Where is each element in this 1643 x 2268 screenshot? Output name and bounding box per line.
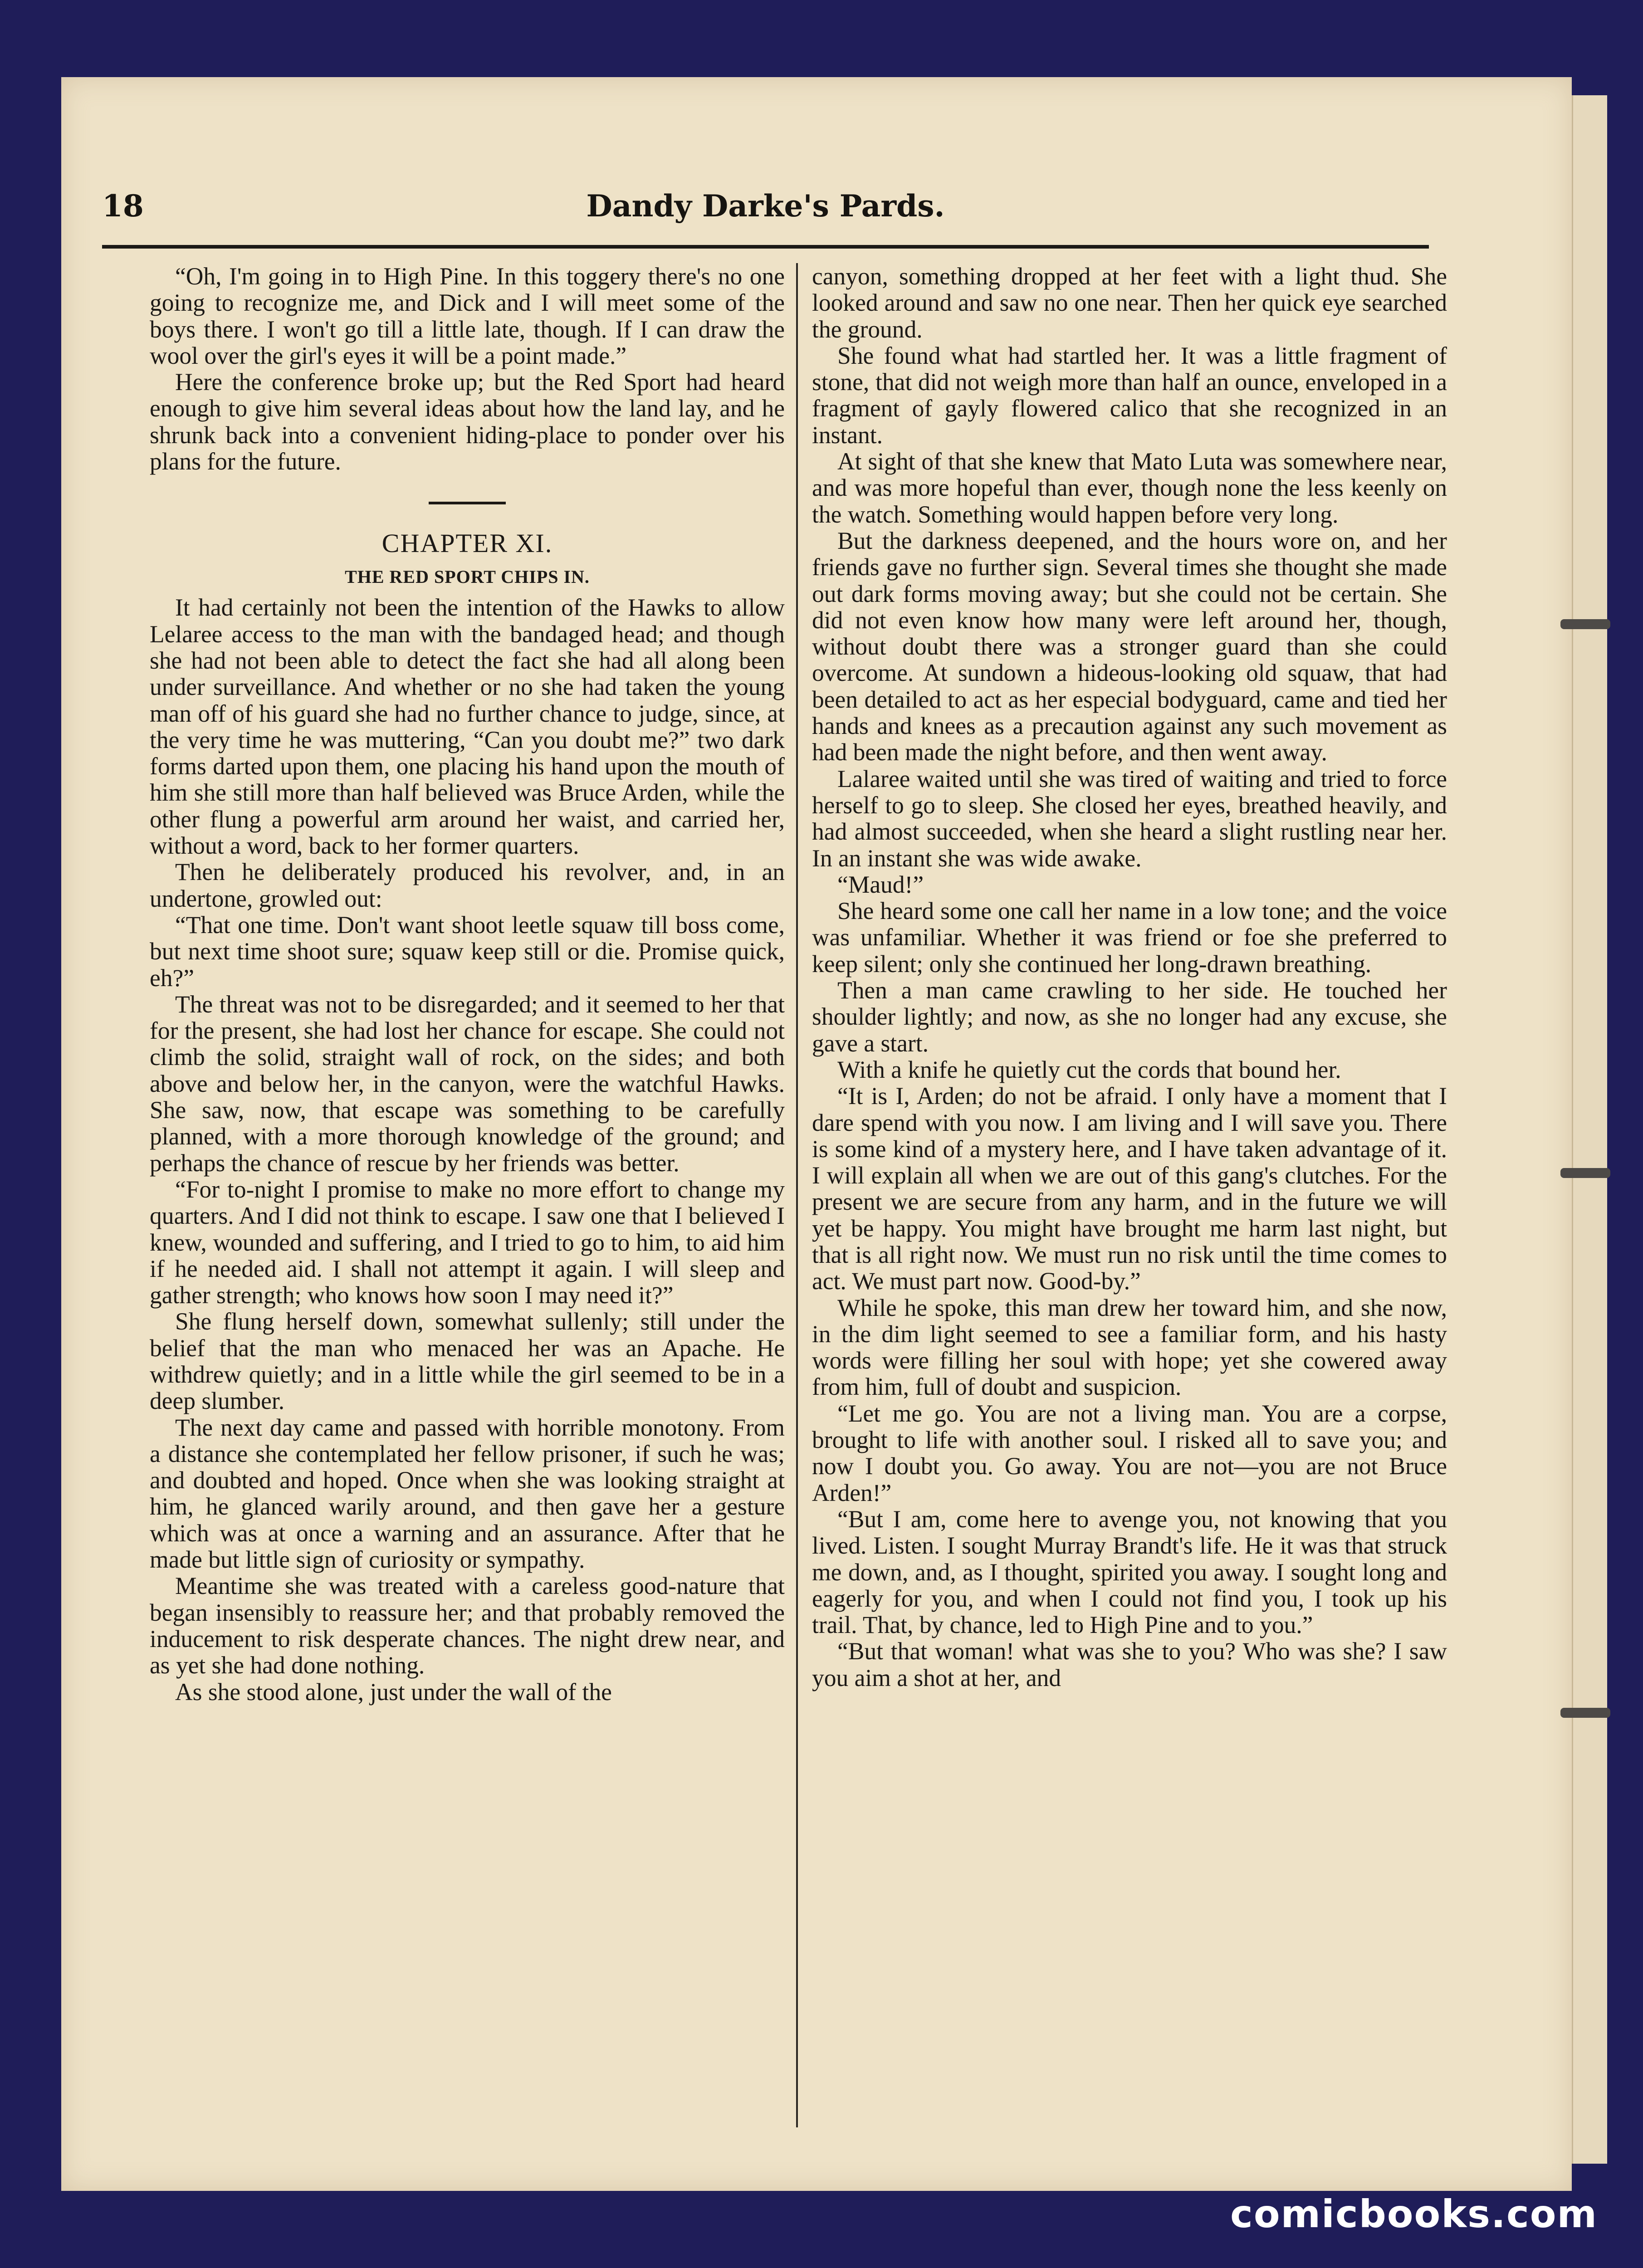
- binding-staple: [1560, 619, 1610, 629]
- paragraph: Then he deliberately produced his revolver, and, in an undertone, growled out:: [150, 858, 785, 912]
- next-page-edge: [1572, 95, 1607, 2164]
- paragraph: It had certainly not been the intention of the Hawks to allow Lelaree access to the man with the bandaged head; and though she had not been able to detect the fact she had all along been under surveillance. And whether or no she had taken the young man off of his guard she had no further chance to judge, since, at the very time he was muttering, “Can you doubt me?” two dark forms darted upon them, one placing his hand upon the mouth of him she still more than half believed was Bruce Arden, while the other flung a powerful arm around her waist, and carried her, without a word, back to her former quarters.: [150, 594, 785, 860]
- chapter-heading: CHAPTER XI.: [381, 528, 553, 558]
- paragraph: “For to-night I promise to make no more effort to change my quarters. And I did not think to escape. I saw one that I believed I knew, wounded and suffering, and I tried to go to him, to aid him if he needed aid. I shall not attempt it again. I will sleep and gather strength; who knows how soon I may need it?”: [150, 1175, 785, 1309]
- paragraph: canyon, something dropped at her feet with a light thud. She looked around and saw no one near. Then her quick eye searched the ground.: [812, 263, 1447, 343]
- paragraph: At sight of that she knew that Mato Luta was somewhere near, and was more hopeful than ever, though none the less keenly on the watch. Something would happen before very long.: [812, 448, 1447, 528]
- column-divider: [796, 263, 798, 2127]
- binding-staple: [1560, 1708, 1610, 1718]
- paragraph: “Oh, I'm going in to High Pine. In this toggery there's no one going to recognize me, and Dick and I will meet some of the boys there. I won't go till a little late, though. If I can draw the wool over the girl's eyes it will be a point made.”: [150, 263, 785, 369]
- paragraph: But the darkness deepened, and the hours wore on, and her friends gave no further sign. Several times she thought she made out dark forms moving away; but she could not be certain. She did not even know how many were left around her, though, without doubt there was a stronger guard than she could overcome. At sundown a hideous-looking old squaw, that had been detailed to act as her especial bodyguard, came and tied her hands and knees as a precaution against any such movement as had been made the night before, and then went away.: [812, 527, 1447, 766]
- paragraph: The threat was not to be disregarded; and it seemed to her that for the present, she had lost her chance for escape. She could not climb the solid, straight wall of rock, on the sides; and both above and below her, in the canyon, were the watchful Hawks. She saw, now, that escape was something to be carefully planned, with a more thorough knowledge of the ground; and perhaps the chance of rescue by her friends was better.: [150, 990, 785, 1177]
- paragraph: Meantime she was treated with a careless good-nature that began insensibly to reassure her; and that probably removed the inducement to risk desperate chances. The night drew near, and as yet she had done nothing.: [150, 1572, 785, 1679]
- chapter-subtitle: THE RED SPORT CHIPS IN.: [345, 567, 590, 587]
- paragraph: “That one time. Don't want shoot leetle squaw till boss come, but next time shoot sure; squaw keep still or die. Promise quick, eh?”: [150, 911, 785, 992]
- paragraph: As she stood alone, just under the wall of the: [175, 1678, 612, 1706]
- source-watermark: comicbooks.com: [1230, 2192, 1598, 2236]
- right-column: [812, 263, 1447, 2132]
- paragraph: With a knife he quietly cut the cords that bound her.: [837, 1056, 1341, 1083]
- paragraph: “Maud!”: [837, 870, 924, 898]
- paragraph: She flung herself down, somewhat sullenly; still under the belief that the man who menaced her was an Apache. He withdrew quietly; and in a little while the girl seemed to be in a deep slumber.: [150, 1308, 785, 1415]
- paragraph: While he spoke, this man drew her toward him, and she now, in the dim light seemed to see a familiar form, and his hasty words were filling her soul with hope; yet she cowered away from him, full of doubt and suspicion.: [812, 1294, 1447, 1401]
- left-column: [150, 263, 785, 2132]
- paragraph: She heard some one call her name in a low tone; and the voice was unfamiliar. Whether it was friend or foe she preferred to keep silent; only she continued her long-drawn breathing.: [812, 897, 1447, 978]
- paragraph: Then a man came crawling to her side. He touched her shoulder lightly; and now, as she no longer had any excuse, she gave a start.: [812, 977, 1447, 1057]
- binding-staple: [1560, 1168, 1610, 1178]
- paragraph: “But I am, come here to avenge you, not knowing that you lived. Listen. I sought Murray Brandt's life. He it was that struck me down, and, as I thought, spirited you away. I sought long and eagerly for you, and when I could not find you, I took up his trail. That, by chance, led to High Pine and to you.”: [812, 1505, 1447, 1639]
- paragraph: “It is I, Arden; do not be afraid. I only have a moment that I dare spend with you now. I am living and I will save you. There is some kind of a mystery here, and I have taken advantage of it. I will explain all when we are out of this gang's clutches. For the present we are secure from any harm, and in the future we will yet be happy. You might have brought me harm last night, but that is all right now. We must run no risk until the time comes to act. We must part now. Good-by.”: [812, 1082, 1447, 1295]
- paragraph: She found what had startled her. It was a little fragment of stone, that did not weigh more than half an ounce, enveloped in a fragment of gayly flowered calico that she recognized in an instant.: [812, 342, 1447, 449]
- page-header: [102, 181, 1429, 249]
- paragraph: Lalaree waited until she was tired of waiting and tried to force herself to go to sleep. She closed her eyes, breathed heavily, and had almost succeeded, when she heard a slight rustling near her. In an instant she was wide awake.: [812, 765, 1447, 872]
- running-title: Dandy Darke's Pards.: [586, 188, 945, 224]
- chapter-divider: [429, 502, 506, 504]
- page-number: 18: [102, 188, 144, 224]
- paragraph: “But that woman! what was she to you? Who was she? I saw you aim a shot at her, and: [812, 1637, 1447, 1691]
- paragraph: Here the conference broke up; but the Red Sport had heard enough to give him several ideas about how the land lay, and he shrunk back into a convenient hiding-place to ponder over his plans for the future.: [150, 368, 785, 475]
- paragraph: “Let me go. You are not a living man. You are a corpse, brought to life with another soul. I risked all to save you; and now I doubt you. Go away. You are not—you are not Bruce Arden!”: [812, 1399, 1447, 1506]
- paragraph: The next day came and passed with horrible monotony. From a distance she contemplated her fellow prisoner, if such he was; and doubted and hoped. Once when she was looking straight at him, he glanced warily around, and then gave her a gesture which was at once a warning and an assurance. After that he made but little sign of curiosity or sympathy.: [150, 1413, 785, 1574]
